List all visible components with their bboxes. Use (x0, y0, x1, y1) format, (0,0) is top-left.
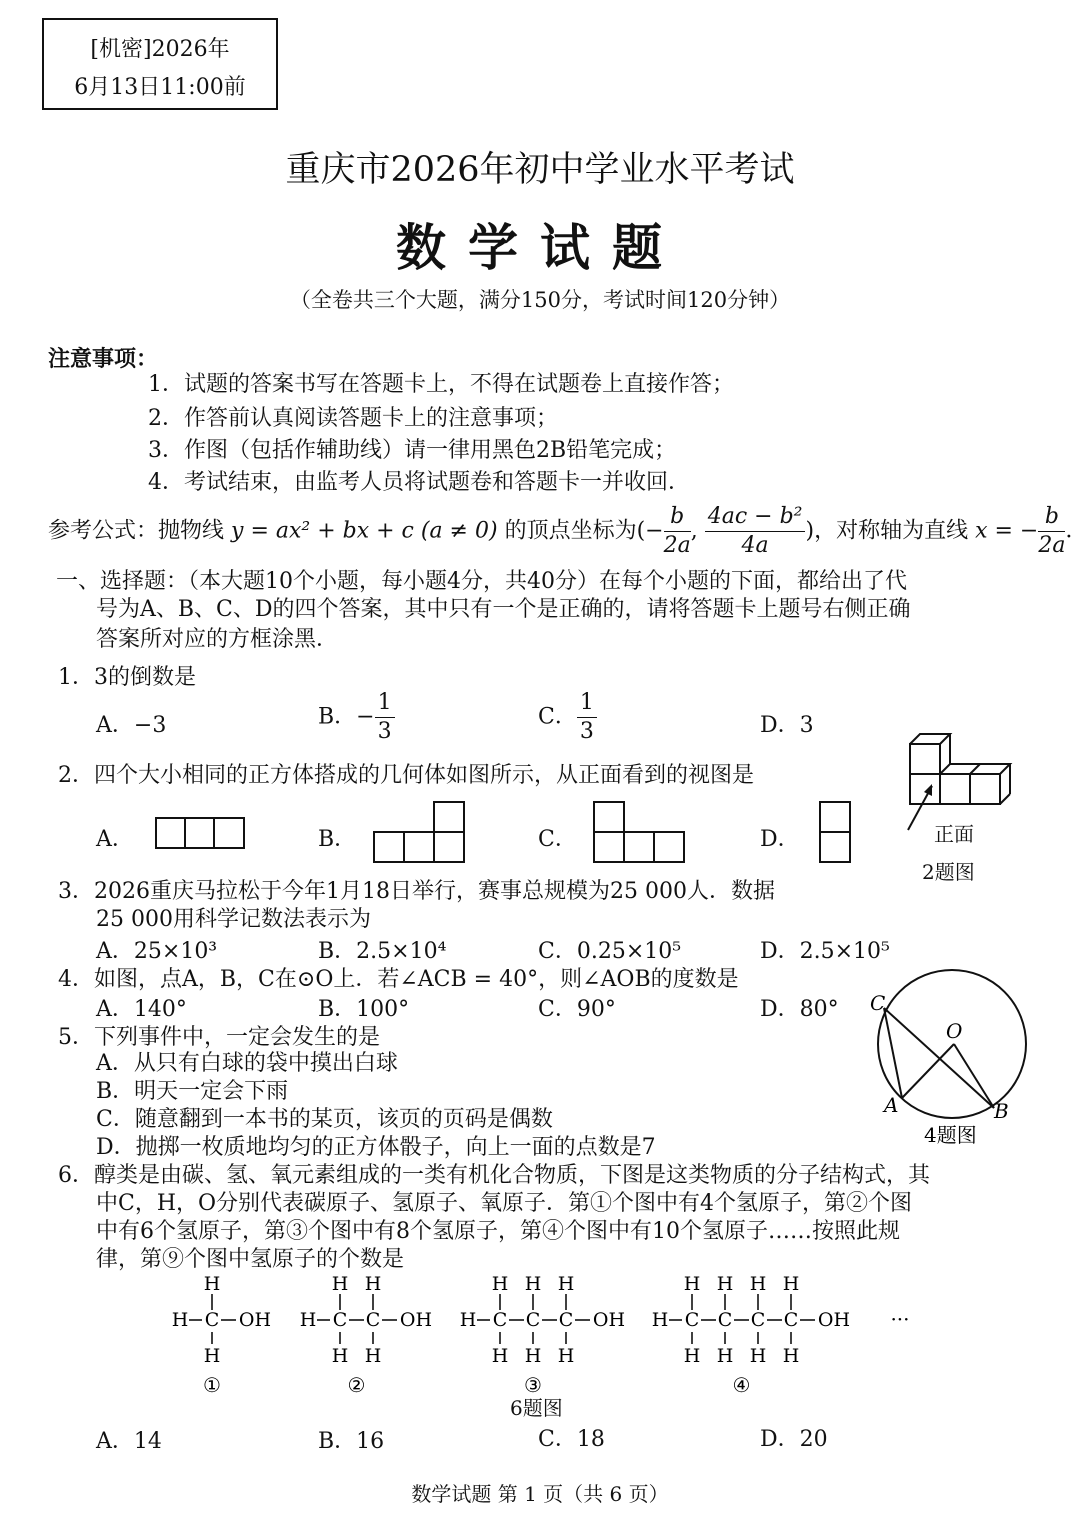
q3-line-2: 25 000用科学记数法表示为 (96, 907, 371, 932)
q2-option-d: D． (760, 827, 800, 852)
subject-title: 数学试题 (396, 218, 684, 277)
formula-axis-text: ，对称轴为直线 (814, 518, 969, 544)
q4-option-b: B．100° (318, 997, 410, 1022)
formula-frac-3: $\frac{b}{2a}$ (1038, 504, 1066, 558)
q3-line-1: 3．2026重庆马拉松于今年1月18日举行，赛事总规模为25 000人．数据 (58, 879, 775, 904)
q5-option-c: C．随意翻到一本书的某页，该页的页码是偶数 (96, 1107, 553, 1132)
q5-option-d: D．抛掷一枚质地均匀的正方体骰子，向上一面的点数是7 (96, 1135, 656, 1160)
molecule-atom-h: H (524, 1345, 542, 1367)
molecule-group-oh: OH (238, 1309, 272, 1331)
molecule-atom-h: H (683, 1273, 701, 1295)
formula-condition: (a ≠ 0) (420, 518, 498, 544)
q4-option-c: C．90° (538, 997, 616, 1022)
molecule-atom-c: C (558, 1309, 574, 1331)
molecule-atom-c: C (492, 1309, 508, 1331)
q6-line-4: 律，第⑨个图中氢原子的个数是 (96, 1247, 405, 1272)
note-item-3: 3．作图（包括作辅助线）请一律用黑色2B铅笔完成； (148, 438, 677, 463)
molecule-atom-h: H (749, 1273, 767, 1295)
formula-end: ． (1065, 518, 1088, 544)
q2-option-b: B． (318, 827, 357, 852)
exam-title: 重庆市2026年初中学业水平考试 (285, 150, 795, 190)
note-item-4: 4．考试结束，由监考人员将试题卷和答题卡一并收回． (148, 470, 690, 495)
formula-frac-2: $\frac{\text{4ac − b²}}{4a}$ (705, 506, 806, 557)
molecule-atom-h: H (299, 1309, 317, 1331)
molecule-atom-c: C (525, 1309, 541, 1331)
section-1-line-2: 号为A、B、C、D的四个答案，其中只有一个是正确的，请将答题卡上题号右侧正确 (96, 597, 911, 622)
molecule-atom-h: H (491, 1345, 509, 1367)
reference-formula: 参考公式：抛物线 y = ax² + bx + c (a ≠ 0) 的顶点坐标为(− $\frac{b}{2a}$ , $\frac{\text{4ac − b²}}{4a}$ )，对称轴为直线 x = − $\frac{b}{2a}$ ． (48, 504, 1088, 558)
notes-heading: 注意事项： (48, 346, 159, 372)
formula-frac-1: $\frac{b}{2a}$ (663, 504, 691, 558)
page-footer: 数学试题 第 1 页（共 6 页） (411, 1482, 669, 1506)
molecule-atom-h: H (364, 1345, 382, 1367)
q4-option-d: D．80° (760, 997, 839, 1022)
molecule-atom-h: H (491, 1273, 509, 1295)
molecule-atom-c: C (684, 1309, 700, 1331)
molecule-atom-c: C (332, 1309, 348, 1331)
q4-stem: 4．如图，点A，B，C在⊙O上．若∠ACB = 40°，则∠AOB的度数是 (58, 967, 739, 992)
molecule-atom-c: C (365, 1309, 381, 1331)
molecule-index-label: ② (347, 1373, 366, 1397)
molecule-atom-h: H (651, 1309, 669, 1331)
molecule-atom-c: C (750, 1309, 766, 1331)
confidential-line-2: 6月13日11:00前 (74, 75, 246, 100)
exam-subtitle: （全卷共三个大题，满分150分，考试时间120分钟） (289, 288, 791, 312)
q2-option-c: C． (538, 827, 577, 852)
q2-stem: 2．四个大小相同的正方体搭成的几何体如图所示，从正面看到的视图是 (58, 763, 754, 788)
q2-solid-figure (900, 732, 1020, 832)
molecule-atom-h: H (716, 1273, 734, 1295)
molecule-atom-h: H (782, 1273, 800, 1295)
q6-option-d: D．20 (760, 1427, 828, 1452)
formula-parabola: y = ax² + bx + c (231, 518, 414, 544)
q2-front-label: 正面 (934, 822, 974, 846)
q4-circle-figure (862, 962, 1042, 1162)
molecule-atom-h: H (171, 1309, 189, 1331)
molecule-group-oh: OH (399, 1309, 433, 1331)
q2-option-a-figure (154, 816, 246, 850)
q4-option-a: A．140° (96, 997, 187, 1022)
molecule-group-oh: OH (592, 1309, 626, 1331)
q6-option-b: B．16 (318, 1429, 385, 1454)
formula-vertex-text: 的顶点坐标为(− (504, 518, 664, 544)
q6-line-2: 中C，H，O分别代表碳原子、氢原子、氧原子．第①个图中有4个氢原子，第②个图 (96, 1191, 913, 1216)
section-1-line-1: 一、选择题：（本大题10个小题，每小题4分，共40分）在每个小题的下面，都给出了代 (56, 569, 907, 594)
molecule-index-label: ① (203, 1373, 221, 1397)
q1-option-b: B．− $\frac{1}{3}$ (318, 692, 395, 743)
q6-figure-caption: 6题图 (510, 1396, 563, 1420)
q3-option-d: D．2.5×10⁵ (760, 939, 890, 964)
molecule-atom-h: H (203, 1345, 221, 1367)
q2-option-c-figure (592, 800, 688, 864)
molecule-atom-h: H (203, 1273, 221, 1295)
molecule-atom-h: H (331, 1273, 349, 1295)
molecule-atom-h: H (364, 1273, 382, 1295)
q3-option-a: A．25×10³ (96, 939, 218, 964)
q5-option-b: B．明天一定会下雨 (96, 1079, 289, 1104)
q2-option-b-figure (372, 800, 468, 864)
q6-line-3: 中有6个氢原子，第③个图中有8个氢原子，第④个图中有10个氢原子……按照此规 (96, 1219, 900, 1244)
q4-point-o-label: O (946, 1019, 963, 1043)
q1-option-d: D．3 (760, 713, 814, 738)
molecule-atom-h: H (459, 1309, 477, 1331)
molecule-atom-h: H (716, 1345, 734, 1367)
q4-point-b-label: B (994, 1099, 1009, 1123)
q1-option-c: C． $\frac{1}{3}$ (538, 692, 597, 743)
formula-prefix: 参考公式：抛物线 (48, 518, 225, 544)
q6-option-c: C．18 (538, 1427, 605, 1452)
formula-axis-eq: x = − (975, 518, 1039, 544)
q4-figure-caption: 4题图 (924, 1123, 977, 1147)
molecule-atom-h: H (331, 1345, 349, 1367)
molecule-atom-h: H (557, 1273, 575, 1295)
confidential-line-1: [机密]2026年 (90, 37, 230, 62)
molecule-atom-c: C (204, 1309, 220, 1331)
q3-option-b: B．2.5×10⁴ (318, 939, 447, 964)
q1-option-a: A．−3 (96, 713, 167, 738)
section-1-line-3: 答案所对应的方框涂黑． (96, 627, 339, 652)
formula-close: ) (805, 518, 815, 544)
molecule-atom-c: C (717, 1309, 733, 1331)
q6-line-1: 6．醇类是由碳、氢、氧元素组成的一类有机化合物质，下图是这类物质的分子结构式，其 (58, 1163, 931, 1188)
note-item-2: 2．作答前认真阅读答题卡上的注意事项； (148, 406, 558, 431)
confidential-box (42, 18, 278, 110)
molecule-index-label: ③ (524, 1373, 542, 1397)
q2-option-d-figure (818, 800, 854, 864)
molecule-group-oh: OH (817, 1309, 851, 1331)
q5-stem: 5．下列事件中，一定会发生的是 (58, 1025, 380, 1050)
q2-option-a: A． (96, 827, 134, 852)
molecule-atom-h: H (782, 1345, 800, 1367)
note-item-1: 1．试题的答案书写在答题卡上，不得在试题卷上直接作答； (148, 372, 734, 397)
q5-option-a: A．从只有白球的袋中摸出白球 (96, 1051, 398, 1076)
molecule-index-label: ④ (732, 1373, 751, 1397)
q4-point-c-label: C (870, 991, 886, 1015)
molecule-atom-h: H (557, 1345, 575, 1367)
molecule-atom-h: H (683, 1345, 701, 1367)
molecule-atom-c: C (783, 1309, 799, 1331)
q2-figure-caption: 2题图 (922, 860, 975, 884)
q4-point-a-label: A (884, 1093, 899, 1117)
q3-option-c: C．0.25×10⁵ (538, 939, 682, 964)
molecule-atom-h: H (749, 1345, 767, 1367)
q1-stem: 1．3的倒数是 (58, 665, 196, 690)
q6-option-a: A．14 (96, 1429, 162, 1454)
molecule-ellipsis: ··· (890, 1307, 910, 1331)
molecule-atom-h: H (524, 1273, 542, 1295)
